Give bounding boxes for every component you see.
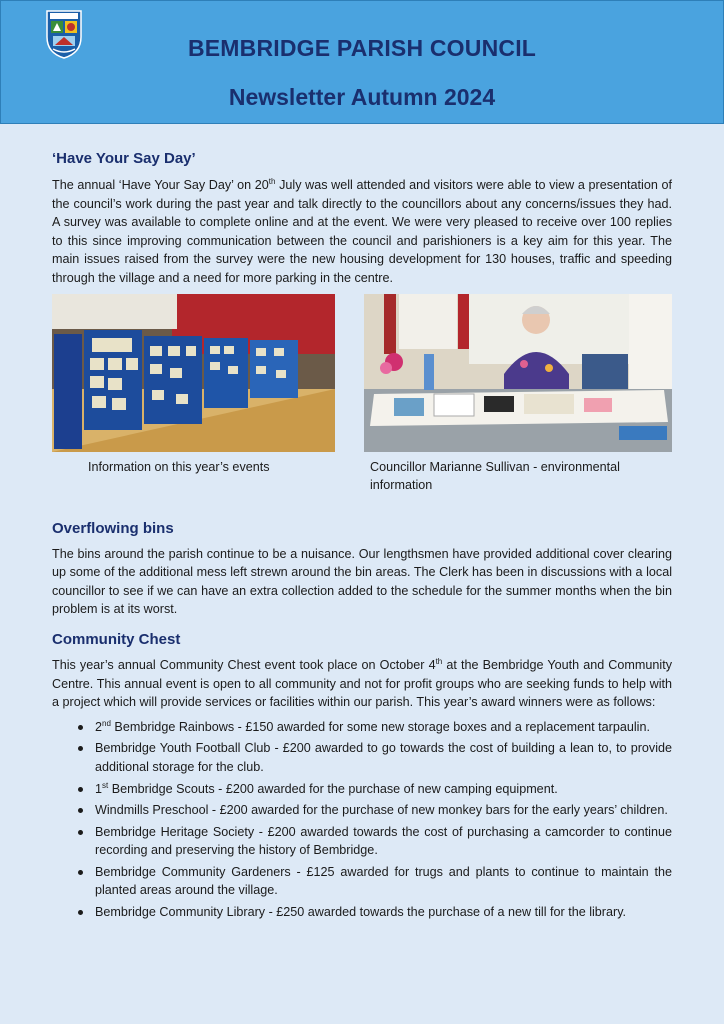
section-paragraph: The annual ‘Have Your Say Day’ on 20th July was well attended and visitors were able to view a presentation of the council’s work during the past year and talk directly to the councillors about any concerns/issues they had. A survey was available to complete online and at the event. We were very pleased to receive over 100 replies to this since improving communication between the council and parishioners is a key aim for this year. The main issues raised from the survey were the new housing development for 130 houses, traffic and speeding through the village and a need for more parking in the centre.	[52, 176, 672, 285]
list-item: Bembridge Youth Football Club - £200 awarded to go towards the cost of building a lean to, to provide additional storage for the club.	[95, 739, 672, 776]
photo-captions	[52, 458, 672, 508]
list-item: Bembridge Community Library - £250 awarded towards the purchase of a new till for the library.	[95, 903, 672, 922]
section-paragraph: The bins around the parish continue to be a nuisance. Our lengthsmen have provided additional cover clearing up some of the additional mess left strewn around the bin areas. The Clerk has been in discussions with a local councillor to see if we can have an extra collection added to the schedule for the summer months when the bin problem is at its worst.	[52, 546, 672, 617]
list-item: 2nd Bembridge Rainbows - £150 awarded for some new storage boxes and a replacement tarpaulin.	[95, 718, 672, 737]
section-paragraph: This year’s annual Community Chest event took place on October 4th at the Bembridge Youth and Community Centre. This annual event is open to all community and not for profit groups who are seeking funds to help with a project which will provide services or facilities within our parish. This year’s award winners were as follows:	[52, 656, 672, 710]
list-item: 1st Bembridge Scouts - £200 awarded for the purchase of new camping equipment.	[95, 780, 672, 799]
photo-caption: Information on this year’s events	[88, 459, 270, 474]
photo-caption: Councillor Marianne Sullivan - environmental information	[370, 459, 620, 492]
list-item: Bembridge Heritage Society - £200 awarded towards the cost of purchasing a camcorder to continue recording and preserving the history of Bembridge.	[95, 823, 672, 860]
page-title: BEMBRIDGE PARISH COUNCIL	[187, 35, 537, 61]
section-overflowing-bins	[52, 520, 672, 619]
section-heading: ‘Have Your Say Day’	[52, 150, 196, 167]
section-heading: Community Chest	[52, 630, 181, 648]
newsletter-edition: Newsletter Autumn 2024	[228, 84, 496, 110]
list-item: Windmills Preschool - £200 awarded for the purchase of new monkey bars for the early years’ children.	[95, 801, 672, 820]
section-community-chest	[52, 631, 672, 922]
newsletter-header	[0, 0, 724, 124]
section-have-your-say	[52, 150, 672, 508]
newsletter-body	[52, 150, 672, 925]
award-list	[52, 718, 672, 922]
display-boards-photo	[52, 294, 335, 452]
councillor-stall-photo	[364, 294, 672, 452]
list-item: Bembridge Community Gardeners - £125 awarded for trugs and plants to continue to maintain the planted areas around the village.	[95, 863, 672, 900]
section-heading: Overflowing bins	[52, 519, 174, 537]
photo-row	[52, 294, 672, 454]
